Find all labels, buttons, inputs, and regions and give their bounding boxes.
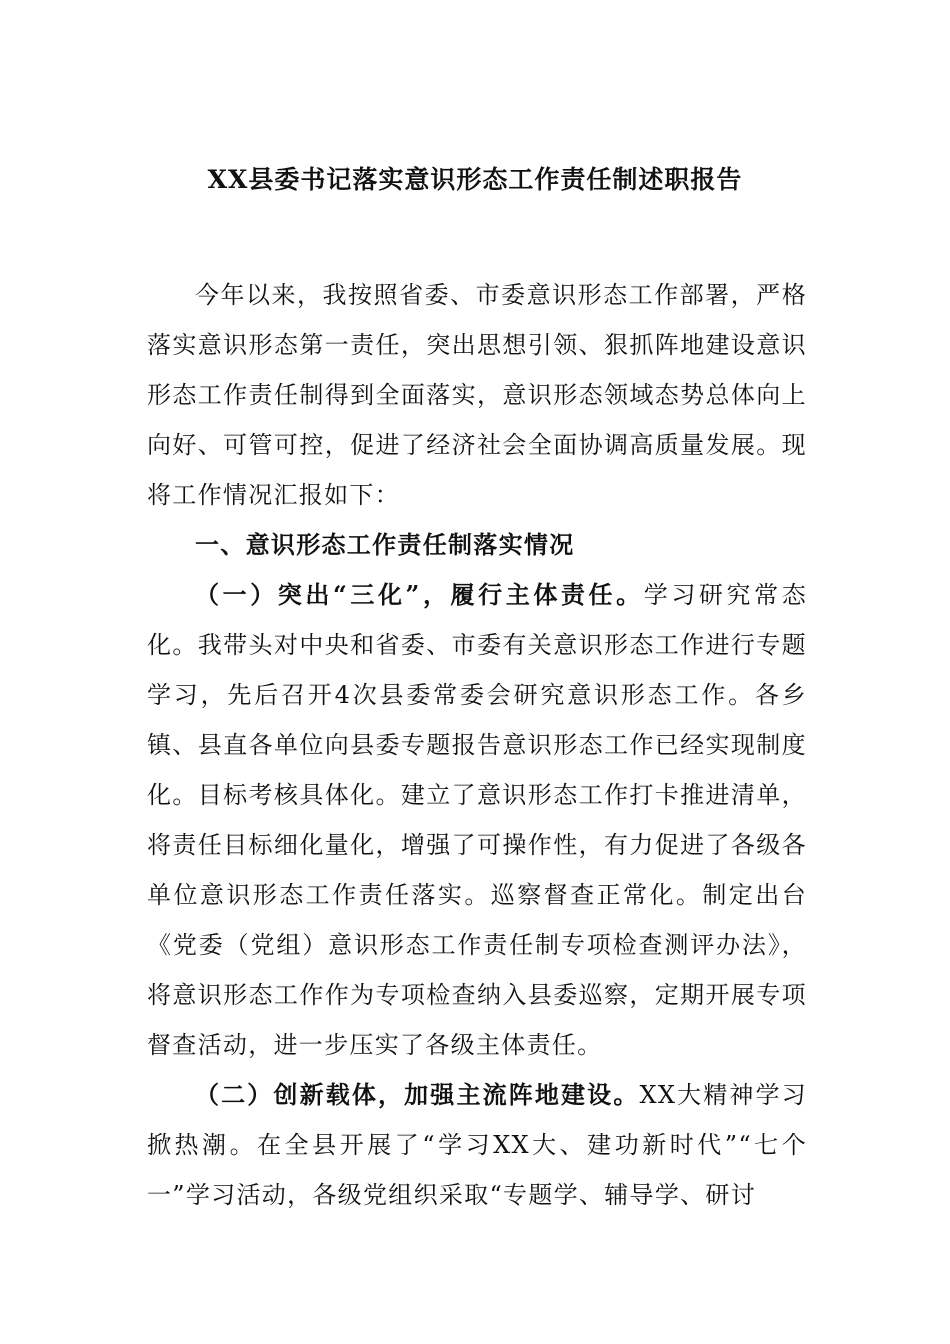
document-body (147, 270, 807, 1220)
paragraph-one-lead: （一）突出“三化”，履行主体责任。 (195, 580, 644, 609)
paragraph-two-lead: （二）创新载体，加强主流阵地建设。 (195, 1080, 640, 1109)
section-heading: 一、意识形态工作责任制落实情况 (195, 530, 575, 559)
paragraph-one (147, 570, 807, 1070)
paragraph-one-body: 学习研究常态化。我带头对中央和省委、市委有关意识形态工作进行专题学习，先后召开4次县委常委会研究意识形态工作。各乡镇、县直各单位向县委专题报告意识形态工作已经实现制度化。目标考核具体化。建立了意识形态工作打卡推进清单，将责任目标细化量化，增强了可操作性，有力促进了各级各单位意识形态工作责任落实。巡察督查正常化。制定出台《党委（党组）意识形态工作责任制专项检查测评办法》，将意识形态工作作为专项检查纳入县委巡察，定期开展专项督查活动，进一步压实了各级主体责任。 (147, 581, 807, 1059)
intro-paragraph: 今年以来，我按照省委、市委意识形态工作部署，严格落实意识形态第一责任，突出思想引领、狠抓阵地建设意识形态工作责任制得到全面落实，意识形态领域态势总体向上向好、可管可控，促进了经济社会全面协调高质量发展。现将工作情况汇报如下： (147, 281, 807, 509)
document-title: XX县委书记落实意识形态工作责任制述职报告 (207, 165, 743, 194)
paragraph-two-body: XX大精神学习掀热潮。在全县开展了“学习XX大、建功新时代”“七个一”学习活动，各级党组织采取“专题学、辅导学、研讨 (147, 1081, 807, 1209)
paragraph-two (147, 1070, 807, 1220)
